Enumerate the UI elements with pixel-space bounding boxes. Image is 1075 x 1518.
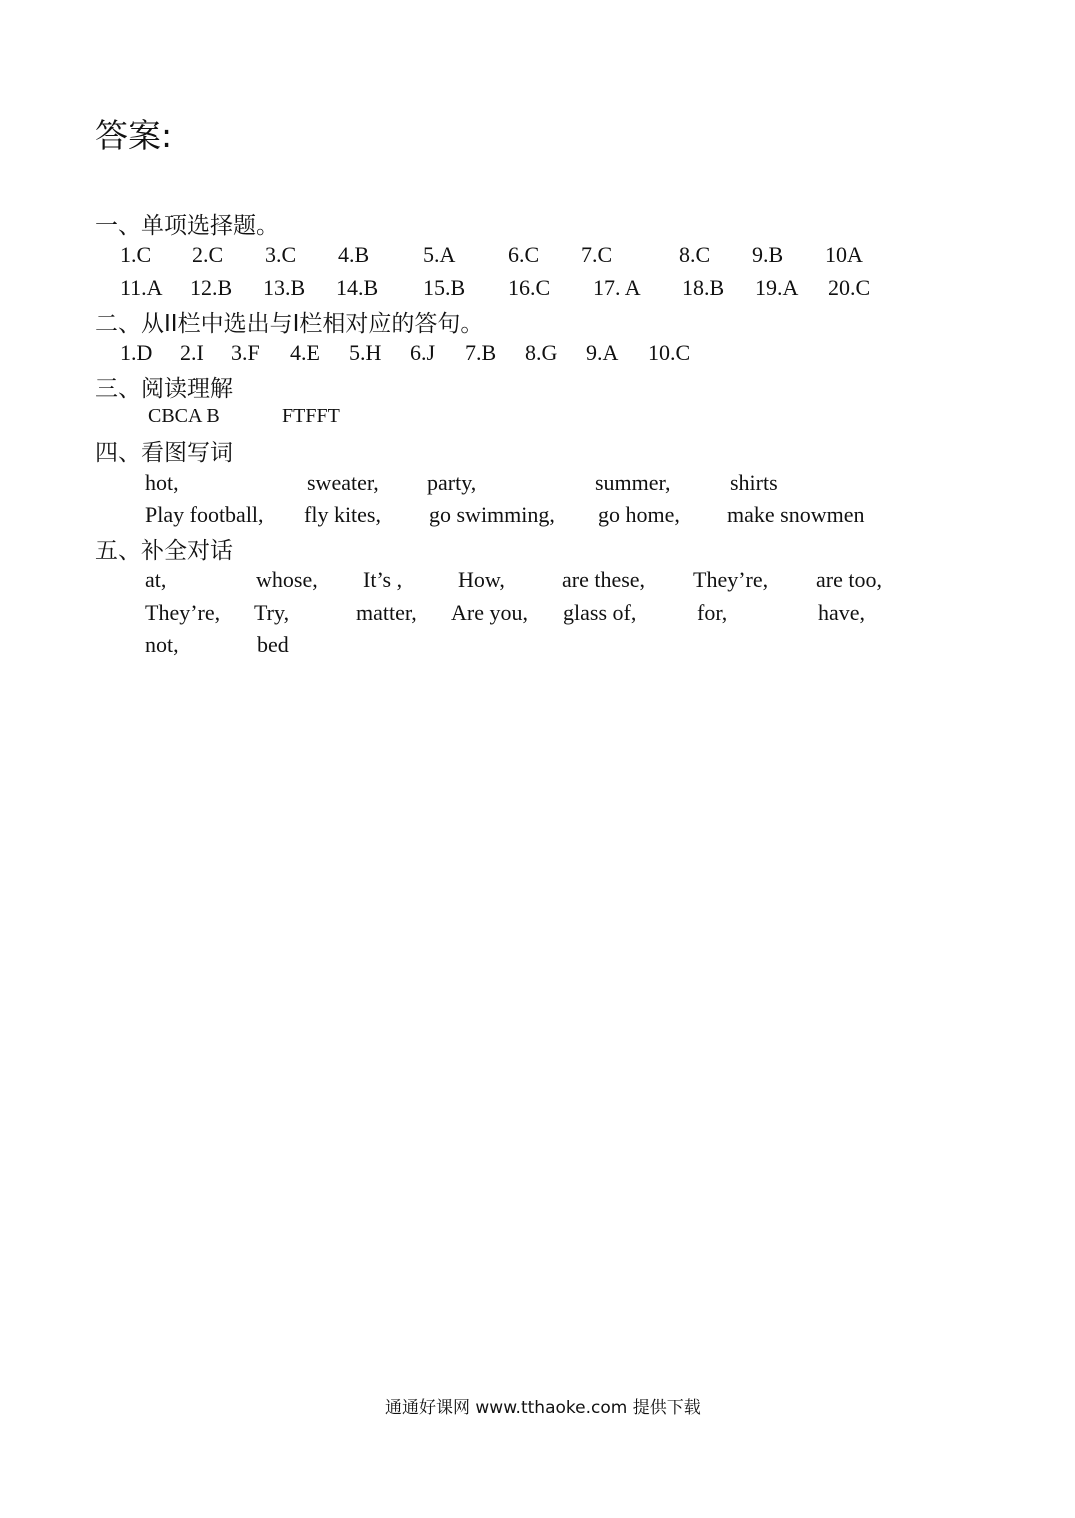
answer-item: 7.C <box>581 242 613 267</box>
answer-item: 5.A <box>423 242 456 267</box>
answer-item: Are you, <box>451 600 528 625</box>
answer-item: 19.A <box>755 275 799 300</box>
answer-item: 13.B <box>263 275 306 300</box>
answer-item: 8.G <box>525 340 558 365</box>
answer-item: not, <box>145 632 179 657</box>
answer-item: party, <box>427 470 477 495</box>
answer-item: 11.A <box>120 275 163 300</box>
answer-item: 4.E <box>290 340 320 365</box>
answer-item: CBCA B <box>148 405 220 427</box>
answer-item: 17. A <box>593 275 641 300</box>
answer-item: 1.C <box>120 242 152 267</box>
answer-item: fly kites, <box>304 502 381 527</box>
answer-item: 20.C <box>828 275 871 300</box>
answer-item: 9.B <box>752 242 784 267</box>
section-2-heading: 二、从II栏中选出与I栏相对应的答句。 <box>95 311 484 337</box>
page-title: 答案: <box>95 116 173 155</box>
answer-item: glass of, <box>563 600 637 625</box>
answer-item: 18.B <box>682 275 725 300</box>
answer-item: Play football, <box>145 502 264 527</box>
answer-item: make snowmen <box>727 502 865 527</box>
answer-item: How, <box>458 567 505 592</box>
answer-item: 2.C <box>192 242 224 267</box>
answer-item: 10A <box>825 242 863 267</box>
answer-item: 12.B <box>190 275 233 300</box>
answer-item: 3.C <box>265 242 297 267</box>
answer-item: at, <box>145 567 167 592</box>
answer-item: are these, <box>562 567 646 592</box>
page-footer: 通通好课网 www.tthaoke.com 提供下载 <box>385 1398 701 1418</box>
answer-item: 14.B <box>336 275 379 300</box>
answer-item: 2.I <box>180 340 204 365</box>
section-5-heading: 五、补全对话 <box>95 538 233 564</box>
answer-item: They’re, <box>693 567 769 592</box>
answer-item: go home, <box>598 502 680 527</box>
answer-item: bed <box>257 632 289 657</box>
answer-item: for, <box>697 600 728 625</box>
answer-item: shirts <box>730 470 778 495</box>
answer-item: 6.J <box>410 340 436 365</box>
answer-item: It’s , <box>363 567 403 592</box>
answer-item: hot, <box>145 470 179 495</box>
answer-item: 5.H <box>349 340 382 365</box>
answer-item: 1.D <box>120 340 153 365</box>
answer-item: 15.B <box>423 275 466 300</box>
section-4-heading: 四、看图写词 <box>95 440 233 466</box>
answer-item: 4.B <box>338 242 370 267</box>
answer-item: are too, <box>816 567 882 592</box>
answer-item: whose, <box>256 567 318 592</box>
answer-item: go swimming, <box>429 502 555 527</box>
answer-item: 9.A <box>586 340 619 365</box>
answer-item: 6.C <box>508 242 540 267</box>
section-1-heading: 一、单项选择题。 <box>95 213 279 239</box>
answer-item: summer, <box>595 470 671 495</box>
answer-item: 10.C <box>648 340 691 365</box>
answer-item: 3.F <box>231 340 260 365</box>
section-3-heading: 三、阅读理解 <box>95 376 233 402</box>
answer-item: matter, <box>356 600 417 625</box>
answer-item: have, <box>818 600 866 625</box>
answer-item: 8.C <box>679 242 711 267</box>
answer-item: sweater, <box>307 470 379 495</box>
answer-item: FTFFT <box>282 405 340 427</box>
answer-item: Try, <box>254 600 290 625</box>
answer-item: 7.B <box>465 340 497 365</box>
answer-item: They’re, <box>145 600 221 625</box>
answer-item: 16.C <box>508 275 551 300</box>
